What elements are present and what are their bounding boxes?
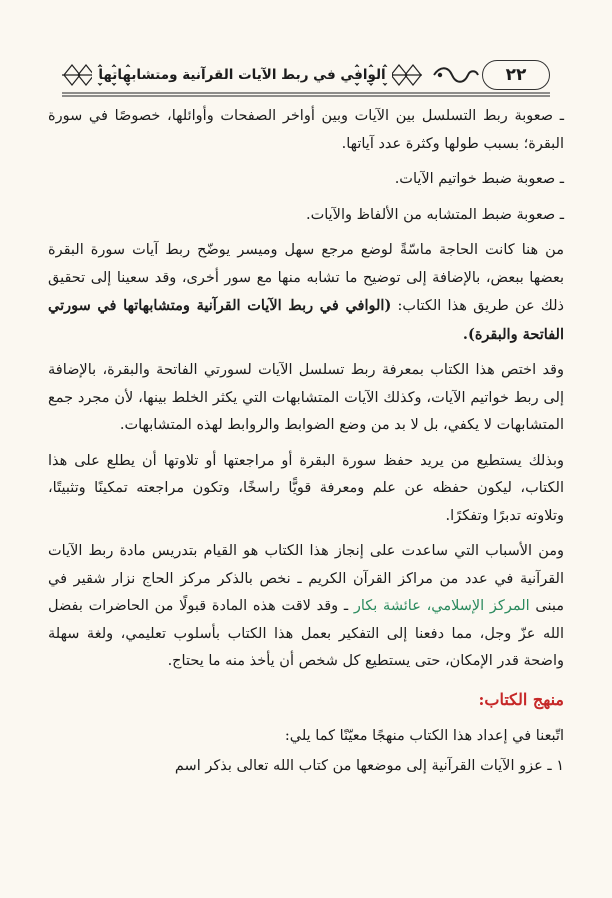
paragraph-2: وقد اختص هذا الكتاب بمعرفة ربط تسلسل الآيات لسورتي الفاتحة والبقرة، بالإضافة إلى ربط خواتيم الآيات، وكذلك الآيات المتشابهات التي يكثر الخلط بينها، لأن مجرد جمع المتشابهات لا يكفي، بل لا بد من وضع الضوابط والروابط لهذه المتشابهات. [48, 362, 564, 433]
paragraph-1 [48, 237, 564, 349]
paragraph-4-text: ومن الأسباب التي ساعدت على إنجاز هذا الكتاب هو القيام بتدريس مادة ربط الآيات القرآنية في عدد من مراكز القرآن الكريم ـ نخص بالذكر مركز الحاج نزار شقير في مبنى [48, 543, 564, 614]
running-title-band [62, 63, 422, 87]
bullet-item-3: ـ صعوبة ضبط المتشابه من الألفاظ والآيات. [305, 206, 564, 223]
section-heading: منهج الكتاب: [478, 689, 564, 709]
book-title-bold: (الوافي في ربط الآيات القرآنية ومتشابهاتها في سورتي الفاتحة والبقرة). [48, 297, 564, 343]
page-header [62, 60, 550, 90]
page-number: ٢٢ [482, 60, 550, 90]
paragraph-3: وبذلك يستطيع من يريد حفظ سورة البقرة أو مراجعتها أو تلاوتها أن يطلع على هذا الكتاب، ليكون حفظه عن علم ومعرفة قويًّا راسخًا، وتكون مراجعته تمكينًا وتثبيتًا، وتلاوته تدبرًا وتفكرًا. [48, 452, 564, 524]
paragraph-5: اتّبعنا في إعداد هذا الكتاب منهجًا معيّنًا كما يلي: [284, 728, 564, 744]
paragraph-1-text: من هنا كانت الحاجة ماسّةً لوضع مرجع سهل وميسر يوضّح ربط آيات سورة البقرة بعضها ببعض، بالإضافة إلى توضيح ما تشابه منها مع سور أخرى، وقد سعينا إلى تحقيق ذلك عن طريق هذا الكتاب: [48, 242, 564, 314]
highlighted-place-name: المركز الإسلامي، عائشة بكار [353, 598, 530, 614]
bullet-item-1: ـ صعوبة ربط التسلسل بين الآيات وبين أواخر الصفحات وأوائلها، خصوصًا في سورة البقرة؛ بسبب طولها وكثرة عدد آياتها. [48, 108, 564, 152]
paragraph-6: ١ ـ عزو الآيات القرآنية إلى موضعها من كتاب الله تعالى بذكر اسم [174, 757, 564, 774]
scroll-ornament-icon [432, 66, 480, 84]
paragraph-4 [48, 538, 564, 676]
running-title: الوافي في ربط الآيات القرآنية ومتشابهاتها [92, 67, 391, 83]
page-body [48, 103, 564, 788]
bullet-item-2: ـ صعوبة ضبط خواتيم الآيات. [394, 171, 564, 187]
header-rule [0, 92, 612, 98]
paragraph-4-rest: ـ وقد لاقت هذه المادة قبولًا من الحاضرات بفضل الله عزّ وجل، مما دفعنا إلى التفكير بعمل هذا الكتاب بأسلوب تعليمي، ولغة سهلة واضحة قدر الإمكان، حتى يستطيع كل شخص أن يأخذ منه ما يحتاج. [48, 598, 564, 669]
